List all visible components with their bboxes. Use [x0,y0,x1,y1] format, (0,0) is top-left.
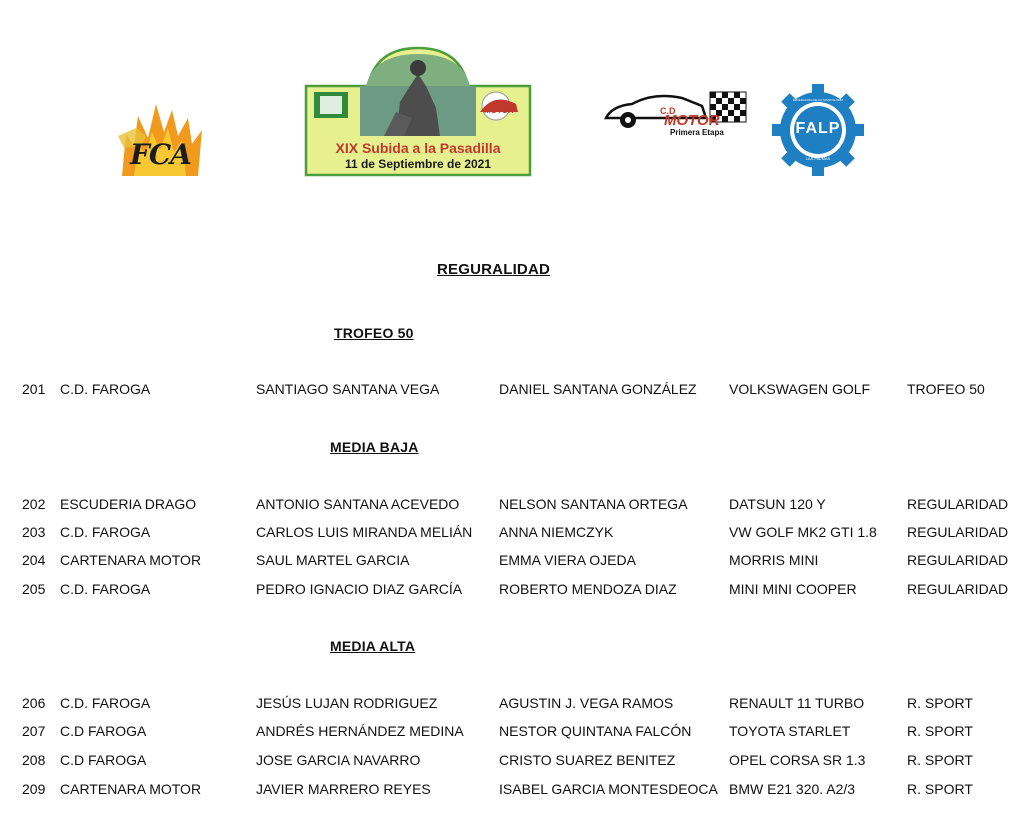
fca-logo-text: FCA [130,138,191,171]
entry-team: ESCUDERIA DRAGO [60,496,197,512]
entry-car: MINI MINI COOPER [729,581,857,597]
entry-number: 209 [22,781,46,797]
entry-category: R. SPORT [907,723,973,739]
entry-driver: SAUL MARTEL GARCIA [256,552,410,568]
entry-number: 202 [22,496,46,512]
table-row [0,695,1024,717]
falp-logo-text: FALP [795,120,841,137]
entry-car: DATSUN 120 Y [729,496,826,512]
table-row [0,552,1024,574]
entry-number: 207 [22,723,46,739]
entry-team: CARTENARA MOTOR [60,552,202,568]
table-row [0,496,1024,518]
entry-codriver: NESTOR QUINTANA FALCÓN [499,723,692,739]
rally-plate-date: 11 de Septiembre de 2021 [344,157,492,171]
entry-team: C.D FAROGA [60,723,147,739]
entry-category: REGULARIDAD [907,524,1009,540]
entry-number: 208 [22,752,46,768]
entry-codriver: CRISTO SUAREZ BENITEZ [499,752,676,768]
table-row [0,752,1024,774]
entry-team: C.D. FAROGA [60,581,151,597]
entry-codriver: DANIEL SANTANA GONZÁLEZ [499,381,697,397]
entry-codriver: ISABEL GARCIA MONTESDEOCA [499,781,718,797]
entry-number: 203 [22,524,46,540]
entry-driver: ANTONIO SANTANA ACEVEDO [256,496,460,512]
entry-codriver: NELSON SANTANA ORTEGA [499,496,688,512]
rally-plate-logo [304,46,532,177]
falp-logo [772,84,864,176]
rally-plate-title: XIX Subida a la Pasadilla [335,140,501,156]
entry-team: C.D. FAROGA [60,695,151,711]
entry-category: TROFEO 50 [907,381,985,397]
entry-category: REGULARIDAD [907,496,1009,512]
falp-ring-bottom: LAS PALMAS [805,156,831,161]
entry-team: C.D. FAROGA [60,381,151,397]
entry-team: C.D. FAROGA [60,524,151,540]
entry-driver: JOSE GARCIA NAVARRO [256,752,421,768]
falp-ring-top: FEDERACION DE AUTOMOVILISMO [792,98,844,102]
section-title-trofeo-50: TROFEO 50 [334,325,414,341]
entry-category: REGULARIDAD [907,552,1009,568]
table-row [0,524,1024,546]
cd-motor-line1: C.D [660,106,676,116]
table-row [0,581,1024,603]
table-row [0,723,1024,745]
entry-number: 201 [22,381,46,397]
entry-number: 204 [22,552,46,568]
cd-motor-logo [602,88,750,138]
entry-driver: SANTIAGO SANTANA VEGA [256,381,440,397]
entry-category: REGULARIDAD [907,581,1009,597]
cd-motor-line2: MOTOR [664,112,720,129]
entry-codriver: AGUSTIN J. VEGA RAMOS [499,695,674,711]
entry-number: 206 [22,695,46,711]
cd-motor-line3: Primera Etapa [670,128,724,137]
entry-car: VW GOLF MK2 GTI 1.8 [729,524,877,540]
entry-driver: JESÚS LUJAN RODRIGUEZ [256,695,438,711]
entry-car: OPEL CORSA SR 1.3 [729,752,866,768]
entry-category: R. SPORT [907,781,973,797]
table-row [0,381,1024,403]
entry-car: VOLKSWAGEN GOLF [729,381,871,397]
rally-plate-badge: MOTOR [484,106,514,115]
entry-driver: CARLOS LUIS MIRANDA MELIÁN [256,524,473,540]
page-title: REGURALIDAD [437,261,551,278]
table-row [0,781,1024,803]
entry-car: TOYOTA STARLET [729,723,851,739]
entry-category: R. SPORT [907,695,973,711]
entry-car: RENAULT 11 TURBO [729,695,865,711]
entry-codriver: EMMA VIERA OJEDA [499,552,636,568]
entry-team: C.D FAROGA [60,752,147,768]
entry-number: 205 [22,581,46,597]
section-title-media-baja: MEDIA BAJA [330,439,419,455]
entry-codriver: ROBERTO MENDOZA DIAZ [499,581,677,597]
entry-driver: ANDRÉS HERNÁNDEZ MEDINA [256,723,464,739]
entry-car: BMW E21 320. A2/3 [729,781,856,797]
entry-driver: JAVIER MARRERO REYES [256,781,431,797]
entry-team: CARTENARA MOTOR [60,781,202,797]
entry-category: R. SPORT [907,752,973,768]
fca-logo [112,96,208,180]
section-title-media-alta: MEDIA ALTA [330,638,416,654]
entry-car: MORRIS MINI [729,552,819,568]
entry-driver: PEDRO IGNACIO DIAZ GARCÍA [256,581,463,597]
entry-codriver: ANNA NIEMCZYK [499,524,614,540]
